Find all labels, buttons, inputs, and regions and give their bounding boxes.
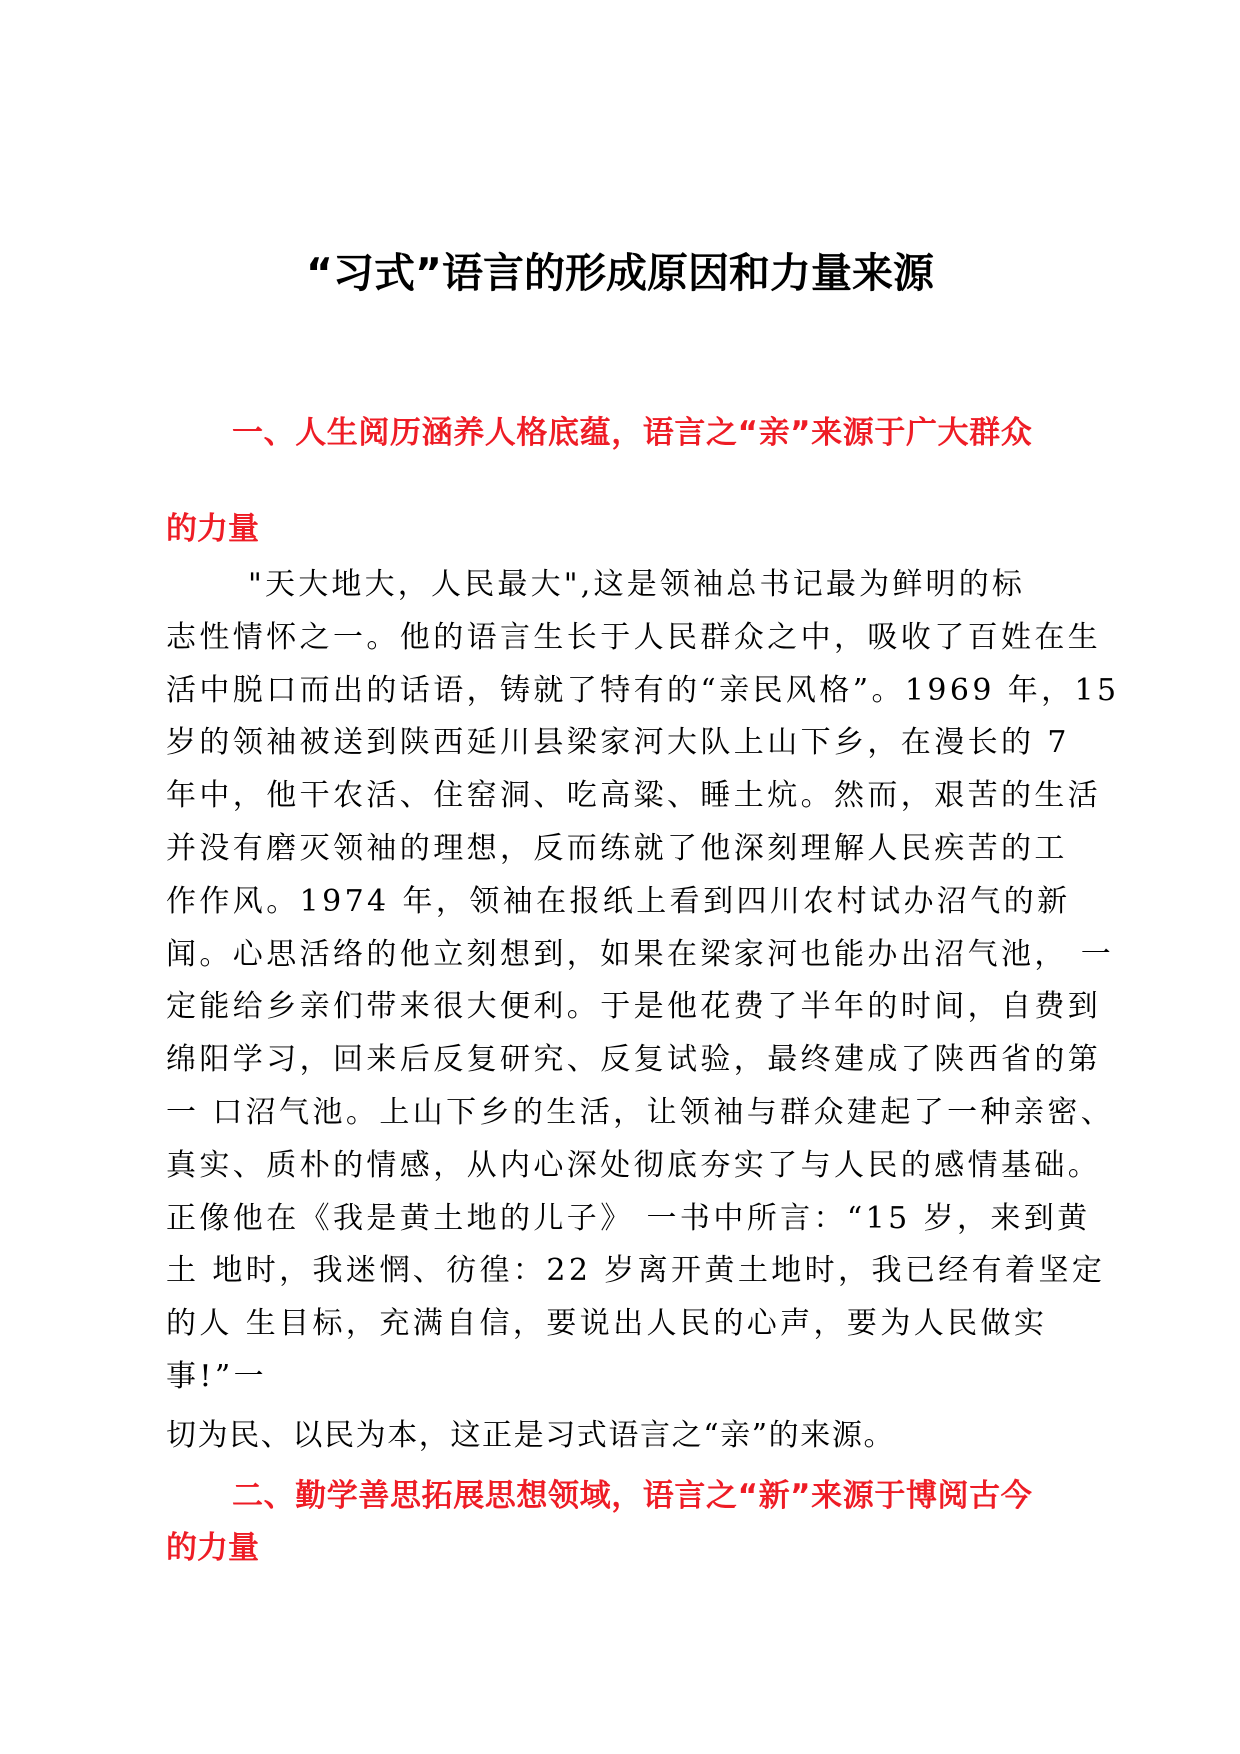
paragraph-line: 作作风。1974 年，领袖在报纸上看到四川农村试办沼气的新: [166, 883, 1071, 919]
paragraph-line: 定能给乡亲们带来很大便利。于是他花费了半年的时间，自费到: [166, 989, 1102, 1025]
paragraph-line: "天大地大，人民最大",这是领袖总书记最为鲜明的标: [248, 567, 1026, 602]
section-heading-1-line-1: 一、人生阅历涵养人格底蕴，语言之“亲”来源于广大群众: [232, 415, 1033, 451]
paragraph-line: 真实、质朴的情感，从内心深处彻底夯实了与人民的感情基础。: [166, 1147, 1102, 1183]
document-title: “习式”语言的形成原因和力量来源: [306, 249, 934, 297]
paragraph-line: 志性情怀之一。他的语言生长于人民群众之中，吸收了百姓在生: [166, 619, 1102, 655]
section-heading-2-line-1: 二、勤学善思拓展思想领域，语言之“新”来源于博阅古今: [232, 1478, 1033, 1514]
section-heading-2: [166, 1470, 1076, 1574]
section-heading-1-line-2: 的力量: [166, 511, 259, 547]
section-1-paragraph: [166, 559, 1120, 1404]
section-1-closing-line: 切为民、以民为本，这正是习式语言之“亲”的来源。: [166, 1418, 896, 1453]
section-heading-1: [166, 408, 1076, 554]
paragraph-line: 年中，他干农活、住窑洞、吃高粱、睡土炕。然而，艰苦的生活: [166, 778, 1102, 814]
paragraph-line: 绵阳学习，回来后反复研究、反复试验，最终建成了陕西省的第: [166, 1042, 1102, 1078]
section-heading-2-line-2: 的力量: [166, 1530, 259, 1566]
paragraph-line: 并没有磨灭领袖的理想，反而练就了他深刻理解人民疾苦的工: [166, 830, 1068, 866]
paragraph-line: 正像他在《我是黄土地的儿子》 一书中所言：“15 岁，来到黄: [166, 1200, 1091, 1236]
paragraph-line: 的人 生目标，充满自信，要说出人民的心声，要为人民做实: [166, 1306, 1048, 1342]
paragraph-line: 闻。心思活络的他立刻想到，如果在梁家河也能办出沼气池， 一: [166, 936, 1115, 972]
paragraph-line: 活中脱口而出的话语，铸就了特有的“亲民风格”。1969 年，15: [166, 672, 1120, 708]
paragraph-line: 一 口沼气池。上山下乡的生活，让领袖与群众建起了一种亲密、: [166, 1094, 1115, 1130]
paragraph-line: 岁的领袖被送到陕西延川县梁家河大队上山下乡，在漫长的 7: [166, 725, 1070, 761]
paragraph-line: 事!”一: [166, 1358, 267, 1394]
paragraph-line: 土 地时，我迷惘、彷徨：22 岁离开黄土地时，我已经有着坚定: [166, 1253, 1106, 1289]
